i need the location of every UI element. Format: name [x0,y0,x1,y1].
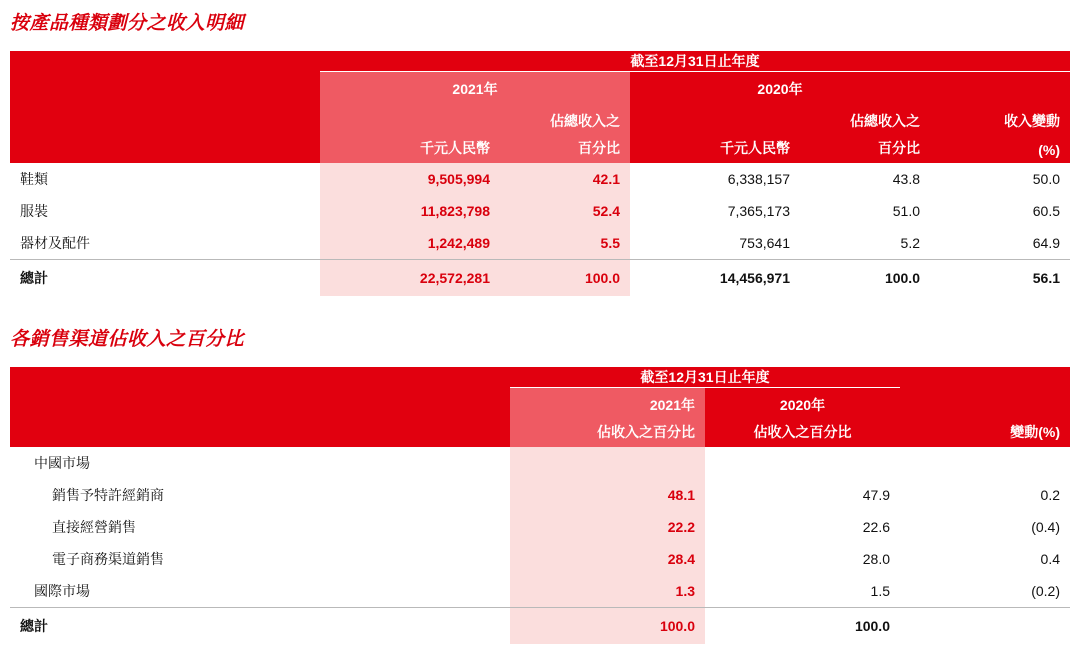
header-pct-current: 佔收入之百分比 [597,424,695,440]
row-current-pct: 28.4 [510,543,705,575]
row-prior-pct [705,447,900,479]
row-current-pct: 22.2 [510,511,705,543]
row-change: 50.0 [930,163,1070,195]
row-current-amount: 11,823,798 [320,195,500,227]
table-row [10,511,1070,543]
table-row [10,227,1070,260]
row-prior-pct: 28.0 [705,543,900,575]
header-pct-prior-line1: 佔總收入之 [850,113,920,129]
row-prior-pct: 43.8 [800,163,930,195]
row-label: 鞋類 [10,163,320,195]
total-prior-pct: 100.0 [800,260,930,297]
header-unit-current-cell [320,104,500,131]
table1-header-row-subheads [10,104,1070,131]
header-change-line2-cell [930,131,1070,163]
header-change-line1-cell [930,104,1070,131]
table-revenue-by-channel [10,367,1070,644]
row-change: 0.2 [900,479,1070,511]
header-pct-prior-line2-cell [800,131,930,163]
row-current-amount: 1,242,489 [320,227,500,260]
header-pct-prior: 佔收入之百分比 [753,424,852,440]
header-pct-prior-line1-cell [800,104,930,131]
table1-header-row-year-labels [10,72,1070,105]
row-label: 直接經營銷售 [10,511,510,543]
header-blank-change [900,388,1070,416]
section-title-product-revenue: 按產品種類劃分之收入明細 [10,13,245,34]
header-change-line2: (%) [1038,142,1061,158]
header-year-prior: 2020年 [779,397,826,413]
total-current-pct: 100.0 [510,608,705,645]
table-row [10,479,1070,511]
header-year-current-cell [510,388,705,416]
header-pct-current-line1-cell [500,104,630,131]
total-current-amount: 22,572,281 [320,260,500,297]
table-row [10,543,1070,575]
header-unit-current-cell2 [320,131,500,163]
header-year-current: 2021年 [452,81,498,97]
table1-header-row-years [10,51,1070,72]
total-change: 56.1 [930,260,1070,297]
table1-header-row-units [10,131,1070,163]
row-current-pct: 5.5 [500,227,630,260]
header-pct-prior-cell [705,415,900,447]
header-pct-prior-line2: 百分比 [878,140,920,156]
total-label: 總計 [10,608,510,645]
row-current-amount: 9,505,994 [320,163,500,195]
row-current-pct [510,447,705,479]
total-current-pct: 100.0 [500,260,630,297]
row-current-pct: 52.4 [500,195,630,227]
row-label: 電子商務渠道銷售 [10,543,510,575]
header-year-prior: 2020年 [757,81,803,97]
row-label: 器材及配件 [10,227,320,260]
table-total-row [10,260,1070,297]
row-prior-pct: 1.5 [705,575,900,608]
row-label: 中國市場 [10,447,510,479]
header-blank-change-corner [900,367,1070,388]
header-blank-corner [10,51,320,72]
document-page [0,8,1080,644]
table-total-row [10,608,1070,645]
row-change: (0.4) [900,511,1070,543]
total-prior-amount: 14,456,971 [630,260,800,297]
header-blank-3 [10,131,320,163]
header-period-span: 截至12月31日止年度 [320,51,1070,72]
header-change: 變動(%) [1010,424,1060,440]
row-label: 銷售予特許經銷商 [10,479,510,511]
total-change [900,608,1070,645]
header-year-current-cell [320,72,630,105]
header-pct-current-line2-cell [500,131,630,163]
row-current-pct: 48.1 [510,479,705,511]
row-prior-pct: 22.6 [705,511,900,543]
header-blank-corner [10,367,510,388]
header-blank [10,388,510,416]
section-title-channel-percentage: 各銷售渠道佔收入之百分比 [10,329,245,350]
table2-header-row-years [10,367,1070,388]
table-row [10,447,1070,479]
row-prior-pct: 5.2 [800,227,930,260]
table-revenue-by-product [10,51,1070,296]
header-pct-current-line2: 百分比 [578,140,620,156]
header-blank-2 [10,415,510,447]
table-row [10,195,1070,227]
row-change [900,447,1070,479]
header-spacer-a [320,108,500,131]
row-label: 國際市場 [10,575,510,608]
total-prior-pct: 100.0 [705,608,900,645]
row-change: 0.4 [900,543,1070,575]
header-unit-prior-cell [630,104,800,131]
row-change: 60.5 [930,195,1070,227]
table2-header-row-year-labels [10,388,1070,416]
header-pct-current-line1: 佔總收入之 [550,113,620,129]
header-change-cell [900,415,1070,447]
row-prior-pct: 47.9 [705,479,900,511]
header-spacer-b [630,108,800,131]
header-unit-current: 千元人民幣 [420,140,490,156]
row-prior-amount: 7,365,173 [630,195,800,227]
row-prior-amount: 6,338,157 [630,163,800,195]
header-unit-prior: 千元人民幣 [720,140,790,156]
row-prior-amount: 753,641 [630,227,800,260]
table-row [10,575,1070,608]
header-blank-change [930,72,1070,105]
header-change-line1: 收入變動 [1004,113,1061,129]
row-current-pct: 1.3 [510,575,705,608]
header-year-prior-cell [630,72,930,105]
header-year-current: 2021年 [649,397,695,413]
total-label: 總計 [10,260,320,297]
row-change: 64.9 [930,227,1070,260]
header-period-span: 截至12月31日止年度 [510,367,900,388]
header-year-prior-cell [705,388,900,416]
table-row [10,163,1070,195]
table2-header-row-subheads [10,415,1070,447]
header-unit-prior-cell2 [630,131,800,163]
row-label: 服裝 [10,195,320,227]
header-pct-current-cell [510,415,705,447]
row-prior-pct: 51.0 [800,195,930,227]
row-current-pct: 42.1 [500,163,630,195]
row-change: (0.2) [900,575,1070,608]
header-blank [10,72,320,105]
header-blank-2 [10,104,320,131]
